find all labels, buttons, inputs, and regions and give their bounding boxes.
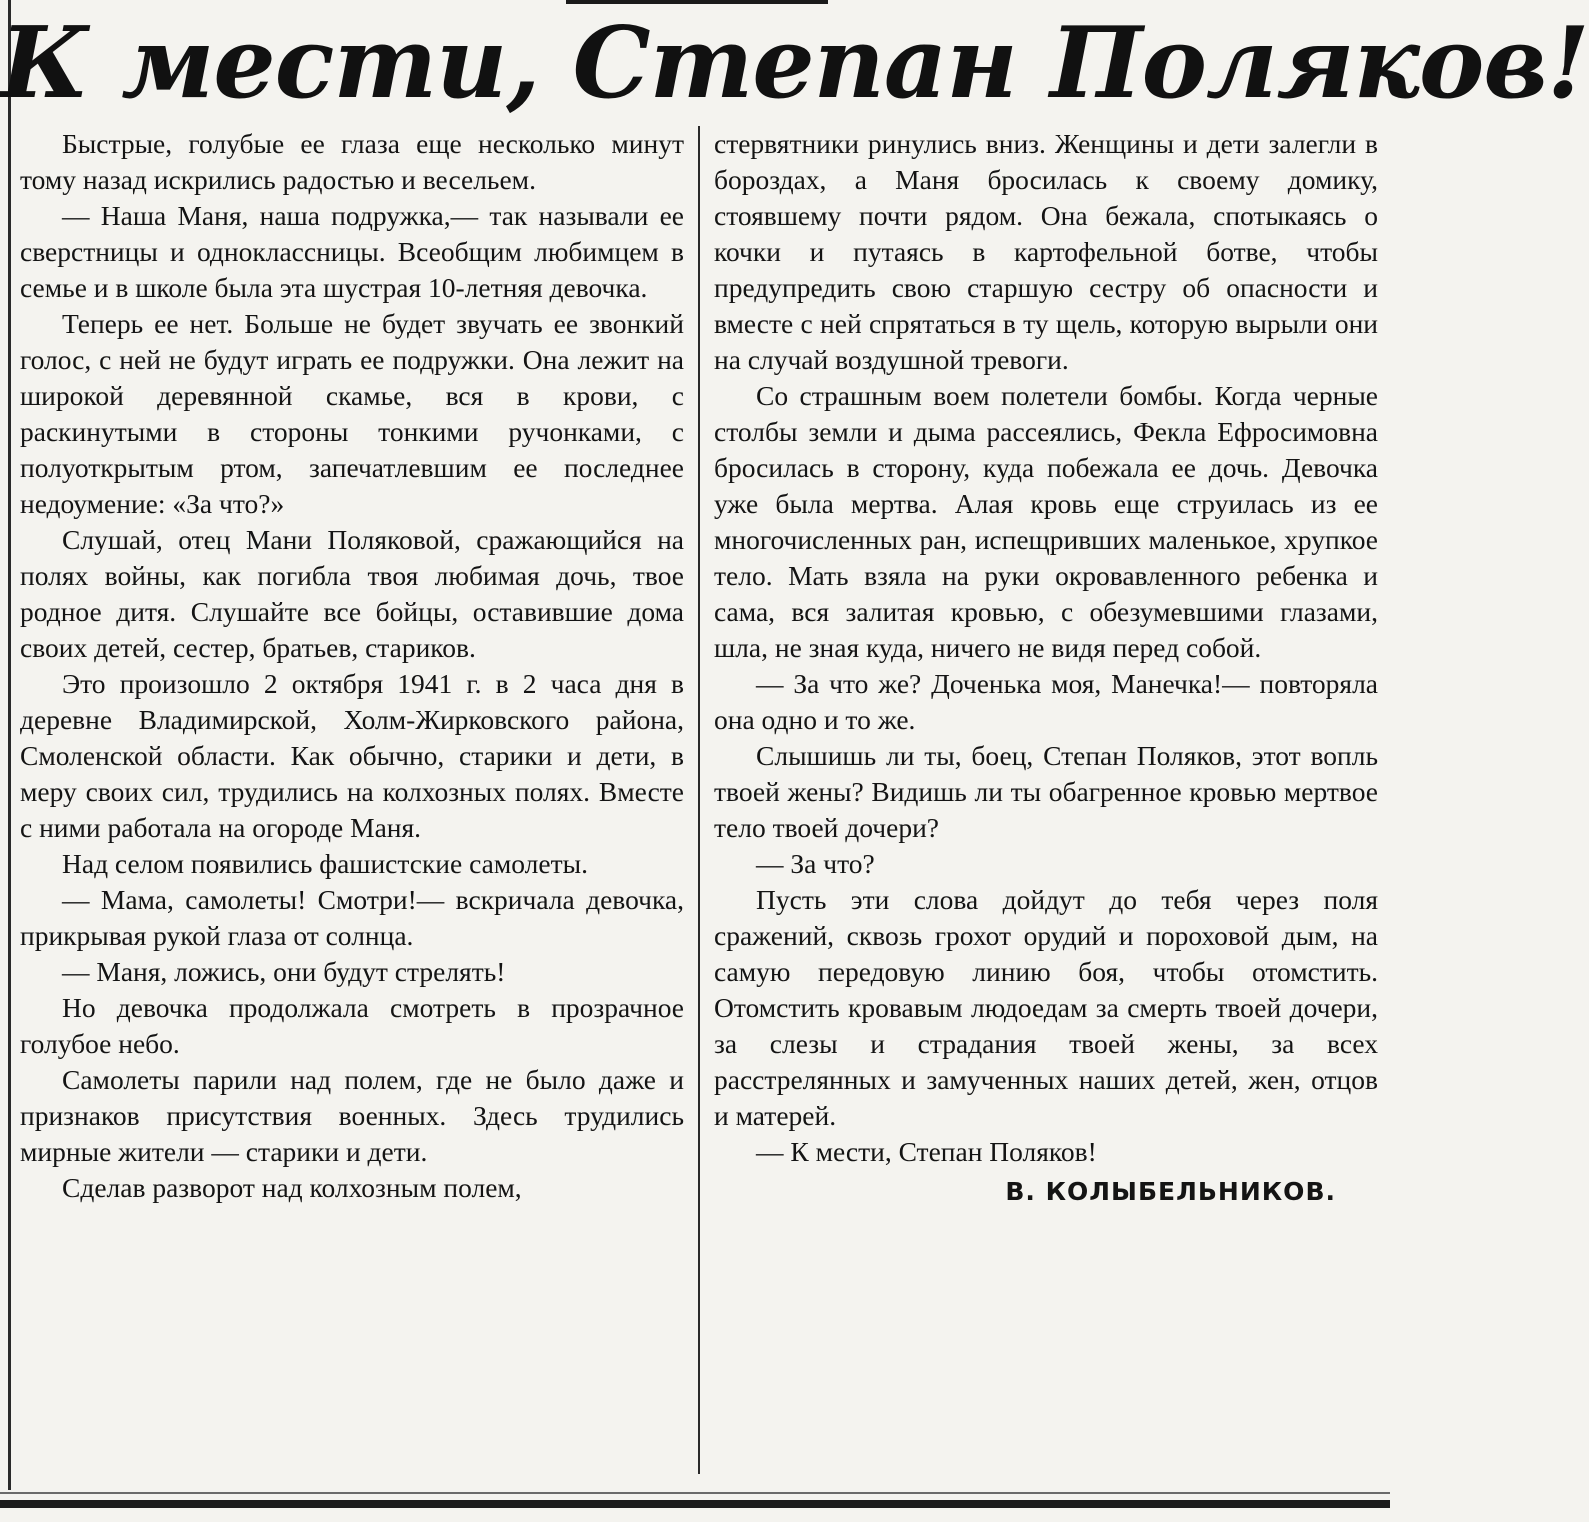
paragraph: Со страшным воем полетели бомбы. Когда черные столбы земли и дыма рассеялись, Фекла Ефросимовна бросилась в сторону, куда побежала ее дочь. Девочка уже была мертва. Алая кровь еще струилась из ее многочисленных ран, испещривших маленькое, хрупкое тело. Мать взяла на руки окровавленного ребенка и сама, вся залитая кровью, с обезумевшими глазами, шла, не зная куда, ничего не видя перед собой. <box>714 380 1378 663</box>
right-column <box>714 126 1378 1476</box>
headline: К мести, Степан Поляков! <box>0 6 1589 121</box>
paragraph: Слышишь ли ты, боец, Степан Поляков, этот вопль твоей жены? Видишь ли ты обагренное кровью мертвое тело твоей дочери? <box>714 740 1378 843</box>
paragraph: Это произошло 2 октября 1941 г. в 2 часа дня в деревне Владимирской, Холм-Жирковского района, Смоленской области. Как обычно, старики и дети, в меру своих сил, трудились на колхозных полях. Вместе с ними работала на огороде Маня. <box>20 668 684 843</box>
paragraph: Над селом появились фашистские самолеты. <box>62 848 588 879</box>
paragraph: — За что же? Доченька моя, Манечка!— повторяла она одно и то же. <box>714 668 1378 735</box>
paragraph: Слушай, отец Мани Поляковой, сражающийся на полях войны, как погибла твоя любимая дочь, твое родное дитя. Слушайте все бойцы, оставившие дома своих детей, сестер, братьев, стариков. <box>20 524 684 663</box>
paragraph: — Мама, самолеты! Смотри!— вскричала девочка, прикрывая рукой глаза от солнца. <box>20 884 684 951</box>
paragraph: — Наша Маня, наша подружка,— так называли ее сверстницы и одноклассницы. Всеобщим любимцем в семье и в школе была эта шустрая 10-летняя девочка. <box>20 200 684 303</box>
paragraph: Быстрые, голубые ее глаза еще несколько минут тому назад искрились радостью и весельем. <box>20 128 684 195</box>
paragraph: Самолеты парили над полем, где не было даже и признаков присутствия военных. Здесь трудились мирные жители — старики и дети. <box>20 1064 684 1167</box>
left-border-rule <box>8 0 11 1490</box>
paragraph: Теперь ее нет. Больше не будет звучать ее звонкий голос, с ней не будут играть ее подружки. Она лежит на широкой деревянной скамье, вся в крови, с раскинутыми в стороны тонкими ручонками, с полуоткрытым ртом, запечатлевшим ее последнее недоумение: «За что?» <box>20 308 684 519</box>
left-column <box>20 126 684 1476</box>
paragraph: Сделав разворот над колхозным полем, <box>62 1172 522 1203</box>
paragraph: Пусть эти слова дойдут до тебя через поля сражений, сквозь грохот орудий и пороховой дым, на самую передовую линию боя, чтобы отомстить. Отомстить кровавым людоедам за смерть твоей дочери, за слезы и страдания твоей жены, за всех расстрелянных и замученных наших детей, жен, отцов и матерей. <box>714 884 1378 1131</box>
column-divider <box>698 126 700 1474</box>
paragraph: Но девочка продолжала смотреть в прозрачное голубое небо. <box>20 992 684 1059</box>
paragraph: — Маня, ложись, они будут стрелять! <box>62 956 506 987</box>
paragraph: — К мести, Степан Поляков! <box>756 1136 1097 1167</box>
bottom-rule-thin <box>0 1492 1390 1494</box>
bottom-rule <box>0 1500 1390 1508</box>
author-signature: В. КОЛЫБЕЛЬНИКОВ. <box>1005 1177 1336 1206</box>
paragraph: стервятники ринулись вниз. Женщины и дети залегли в бороздах, а Маня бросилась к своему домику, стоявшему почти рядом. Она бежала, спотыкаясь о кочки и путаясь в картофельной ботве, чтобы предупредить свою старшую сестру об опасности и вместе с ней спрятаться в ту щель, которую вырыли они на случай воздушной тревоги. <box>714 128 1378 375</box>
top-rule <box>566 0 828 4</box>
paragraph: — За что? <box>756 848 875 879</box>
